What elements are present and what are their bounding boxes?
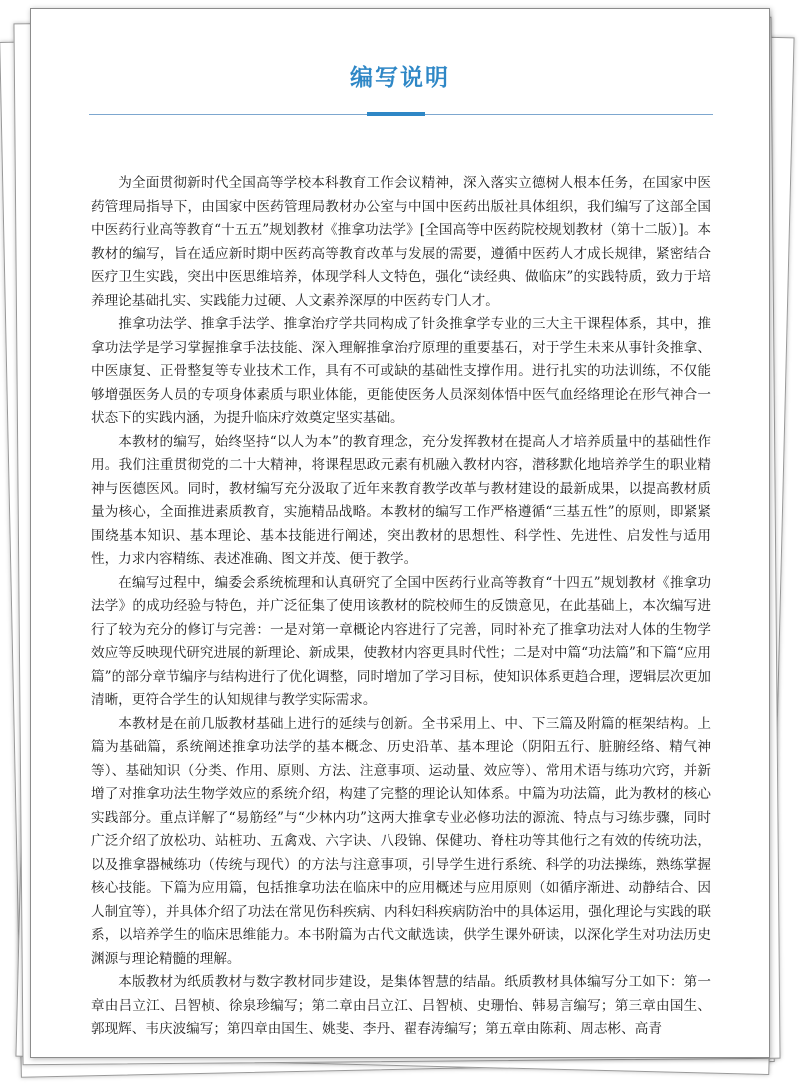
paragraph-6: 本版教材为纸质教材与数字教材同步建设，是集体智慧的结晶。纸质教材具体编写分工如下：第一章由吕立江、吕智桢、徐泉珍编写；第二章由吕立江、吕智桢、史珊怡、韩易言编写；第三章由国生、郭现辉、韦庆波编写；第四章由国生、姚斐、李丹、翟春涛编写；第五章由陈莉、周志彬、高青 xyxy=(91,974,711,1037)
title-divider-accent xyxy=(367,112,425,116)
document-page xyxy=(30,8,770,1058)
body-text xyxy=(91,172,711,1042)
paragraph-1: 为全面贯彻新时代全国高等学校本科教育工作会议精神，深入落实立德树人根本任务，在国家中医药管理局指导下，由国家中医药管理局教材办公室与中国中医药出版社具体组织，我们编写了这部全国中医药行业高等教育“十五五”规划教材《推拿功法学》[全国高等中医药院校规划教材（第十二版）]。本教材的编写，旨在适应新时期中医药高等教育改革与发展的需要，遵循中医药人才成长规律，紧密结合医疗卫生实践，突出中医思维培养，体现学科人文特色，强化“读经典、做临床”的实践特质，致力于培养理论基础扎实、实践能力过硬、人文素养深厚的中医药专门人才。 xyxy=(91,175,711,309)
paragraph-2: 推拿功法学、推拿手法学、推拿治疗学共同构成了针灸推拿学专业的三大主干课程体系，其中，推拿功法学是学习掌握推拿手法技能、深入理解推拿治疗原理的重要基石，对于学生未来从事针灸推拿、中医康复、正骨整复等专业技术工作，具有不可或缺的基础性支撑作用。进行扎实的功法训练，不仅能够增强医务人员的专项身体素质与职业体能，更能使医务人员深刻体悟中医气血经络理论在形气神合一状态下的实践内涵，为提升临床疗效奠定坚实基础。 xyxy=(91,316,711,426)
paragraph-3: 本教材的编写，始终坚持“以人为本”的教育理念，充分发挥教材在提高人才培养质量中的基础性作用。我们注重贯彻党的二十大精神，将课程思政元素有机融入教材内容，潜移默化地培养学生的职业精神与医德医风。同时，教材编写充分汲取了近年来教育教学改革与教材建设的最新成果，以提高教材质量为核心，全面推进素质教育，实施精品战略。本教材的编写工作严格遵循“三基五性”的原则，即紧紧围绕基本知识、基本理论、基本技能进行阐述，突出教材的思想性、科学性、先进性、启发性与适用性，力求内容精练、表述准确、图文并茂、便于教学。 xyxy=(91,433,711,567)
paragraph-5: 本教材是在前几版教材基础上进行的延续与创新。全书采用上、中、下三篇及附篇的框架结构。上篇为基础篇，系统阐述推拿功法学的基本概念、历史沿革、基本理论（阴阳五行、脏腑经络、精气神等）、基础知识（分类、作用、原则、方法、注意事项、运动量、效应等）、常用术语与练功穴窍，并新增了对推拿功法生物学效应的系统介绍，构建了完整的理论认知体系。中篇为功法篇，此为教材的核心实践部分。重点详解了“易筋经”与“少林内功”这两大推拿专业必修功法的源流、特点与习练步骤，同时广泛介绍了放松功、站桩功、五禽戏、六字诀、八段锦、保健功、脊柱功等其他行之有效的传统功法，以及推拿器械练功（传统与现代）的方法与注意事项，引导学生进行系统、科学的功法操练，熟练掌握核心技能。下篇为应用篇，包括推拿功法在临床中的应用概述与应用原则（如循序渐进、动静结合、因人制宜等），并具体介绍了功法在常见伤科疾病、内科妇科疾病防治中的具体运用，强化理论与实践的联系，以培养学生的临床思维能力。本书附篇为古代文献选读，供学生课外研读，以深化学生对功法历史渊源与理论精髓的理解。 xyxy=(91,715,711,967)
paragraph-4: 在编写过程中，编委会系统梳理和认真研究了全国中医药行业高等教育“十四五”规划教材《推拿功法学》的成功经验与特色，并广泛征集了使用该教材的院校师生的反馈意见，在此基础上，本次编写进行了较为充分的修订与完善：一是对第一章概论内容进行了完善，同时补充了推拿功法对人体的生物学效应等反映现代研究进展的新理论、新成果，使教材内容更具时代性；二是对中篇“功法篇”和下篇“应用篇”的部分章节编序与结构进行了优化调整，同时增加了学习目标，使知识体系更趋合理，逻辑层次更加清晰，更符合学生的认知规律与教学实际需求。 xyxy=(91,574,711,708)
page-title: 编写说明 xyxy=(350,65,450,91)
